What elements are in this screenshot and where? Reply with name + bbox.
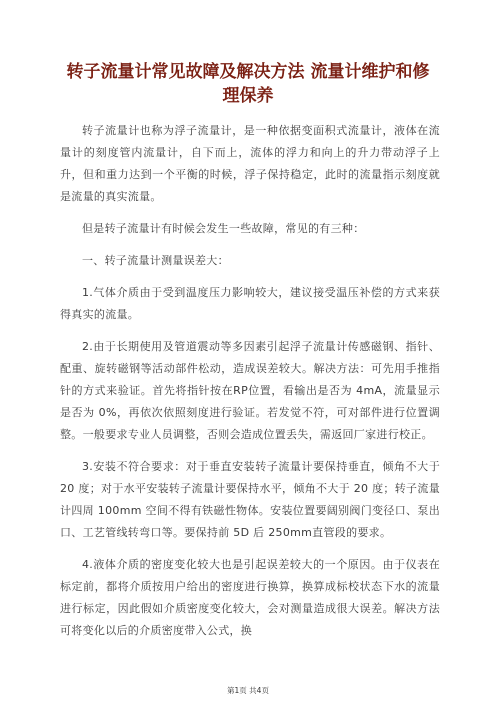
page-number-footer: 第1页 共4页: [227, 686, 269, 695]
document-title: 转子流量计常见故障及解决方法 流量计维护和修理保养: [66, 62, 430, 106]
paragraph-faults-intro: 但是转子流量计有时候会发生一些故障，常见的有三种：: [82, 222, 365, 235]
paragraph-item-4: 4.液体介质的密度变化较大也是引起误差较大的一个原因。由于仪表在标定前，都将介质按用户给出的密度进行换算，换算成标校状态下水的流量进行标定，因此假如介质密度变化较大，会对测量造成很大误差。解决方法可将变化以后的介质密度带入公式，换: [60, 558, 440, 637]
paragraph-item-1: 1.气体介质由于受到温度压力影响较大，建议接受温压补偿的方式来获得真实的流量。: [60, 286, 440, 321]
paragraph-item-2: 2.由于长期使用及管道震动等多因素引起浮子流量计传感磁钢、指针、配重、旋转磁钢等活动部件松动，造成误差较大。解决方法：可先用手推指针的方式来验证。首先将指针按在RP位置，看输出是否为 4mA，流量显示是否为 0%，再依次依照刻度进行验证。若发觉不符，可对部件进行位置调整。一般要求专业人员调整，否则会造成位置丢失，需返回厂家进行校正。: [60, 340, 440, 441]
paragraph-intro: 转子流量计也称为浮子流量计，是一种依据变面积式流量计，液体在流量计的刻度管内流量计，自下而上，流体的浮力和向上的升力带动浮子上升，但和重力达到一个平衡的时候，浮子保持稳定，此时的流量指示刻度就是流量的真实流量。: [60, 124, 440, 203]
paragraph-item-3: 3.安装不符合要求：对于垂直安装转子流量计要保持垂直，倾角不大于 20 度；对于水平安装转子流量计要保持水平，倾角不大于 20 度；转子流量计四周 100mm 空间不得有铁磁性物体。安装位置要阔别阀门变径口、泵出口、工艺管线转弯口等。要保持前 5D 后 250mm直管段的要求。: [60, 460, 440, 539]
section-heading-measurement-error: 一、转子流量计测量误差大：: [82, 254, 229, 267]
document-body: [60, 120, 440, 652]
